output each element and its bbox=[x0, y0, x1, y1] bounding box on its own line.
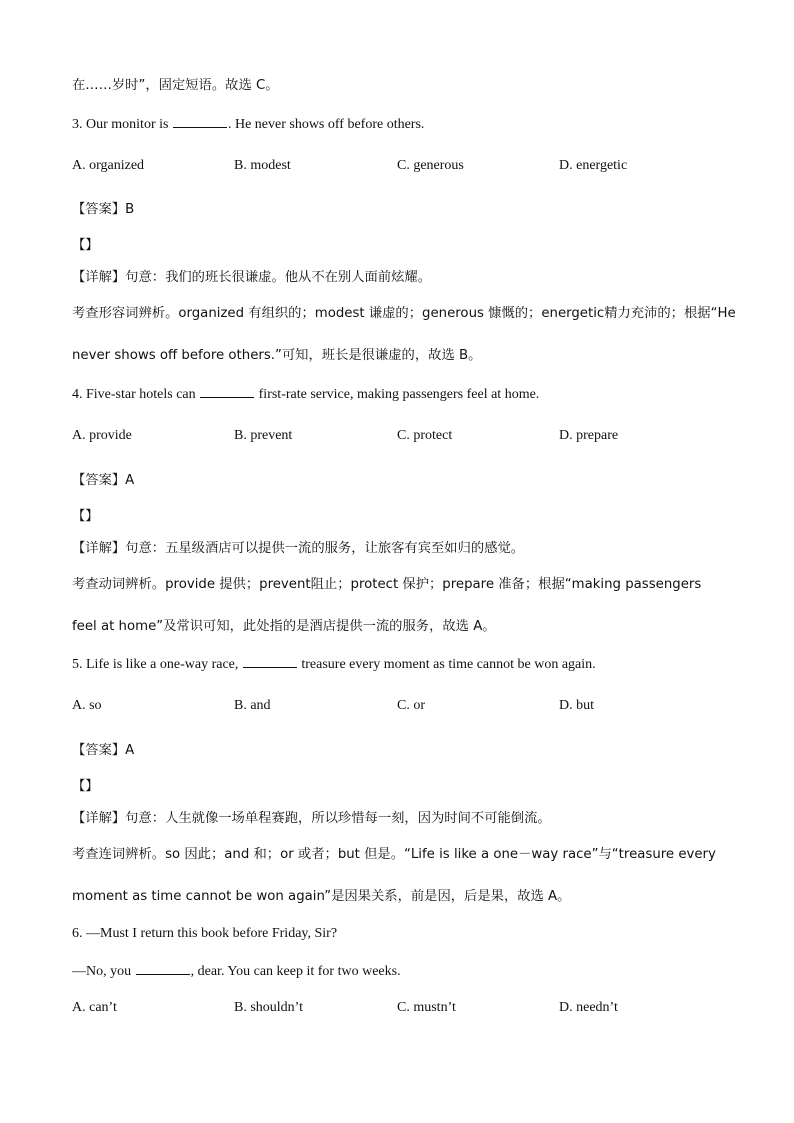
question-4-answer: 【答案】A bbox=[72, 473, 135, 488]
question-6-reply bbox=[72, 963, 401, 980]
question-4-stem bbox=[72, 386, 539, 403]
question-5-option-b: B. and bbox=[234, 698, 271, 713]
question-6-option-d: D. needn’t bbox=[559, 1000, 618, 1015]
intro-line: 在……岁时”，固定短语。故选 C。 bbox=[72, 78, 279, 93]
question-4-explain-line-2: feel at home”及常识可知，此处指的是酒店提供一流的服务，故选 A。 bbox=[72, 619, 496, 634]
question-4-option-d: D. prepare bbox=[559, 428, 619, 443]
question-3-explain-line-1: 考查形容词辨析。organized 有组织的；modest 谦虚的；generous 慷慨的；energetic精力充沛的；根据“He bbox=[72, 306, 736, 321]
question-5-stem-after: treasure every moment as time cannot be won again. bbox=[297, 657, 596, 672]
question-3-detail: 【详解】句意：我们的班长很谦虚。他从不在别人面前炫耀。 bbox=[72, 270, 432, 285]
question-5-stem bbox=[72, 656, 596, 673]
answer-blank bbox=[243, 656, 297, 668]
question-6-option-b: B. shouldn’t bbox=[234, 1000, 303, 1015]
question-5-option-a: A. so bbox=[72, 698, 102, 713]
question-5-explain-line-1: 考查连词辨析。so 因此；and 和；or 或者；but 但是。“Life is like a one－way race”与“treasure every bbox=[72, 847, 716, 862]
question-4-option-b: B. prevent bbox=[234, 428, 293, 443]
question-4-stem-after: first-rate service, making passengers feel at home. bbox=[255, 387, 540, 402]
question-6-option-a: A. can’t bbox=[72, 1000, 117, 1015]
question-6-option-c: C. mustn’t bbox=[397, 1000, 456, 1015]
question-3-option-c: C. generous bbox=[397, 158, 464, 173]
question-5-option-d: D. but bbox=[559, 698, 594, 713]
question-3-option-a: A. organized bbox=[72, 158, 145, 173]
question-5-option-c: C. or bbox=[397, 698, 425, 713]
question-5-explain-line-2: moment as time cannot be won again”是因果关系，前是因，后是果，故选 A。 bbox=[72, 889, 571, 904]
question-3-option-b: B. modest bbox=[234, 158, 291, 173]
question-3-option-d: D. energetic bbox=[559, 158, 628, 173]
question-6-reply-before: —No, you bbox=[72, 964, 135, 979]
question-4-explain-line-1: 考查动词辨析。provide 提供；prevent阻止；protect 保护；prepare 准备；根据“making passengers bbox=[72, 577, 702, 592]
question-5-answer: 【答案】A bbox=[72, 743, 135, 758]
question-3-analysis: 【】 bbox=[72, 238, 99, 253]
question-4-detail: 【详解】句意：五星级酒店可以提供一流的服务，让旅客有宾至如归的感觉。 bbox=[72, 541, 525, 556]
question-3-explain-line-2: never shows off before others.”可知，班长是很谦虚的，故选 B。 bbox=[72, 348, 482, 363]
question-4-analysis: 【】 bbox=[72, 509, 99, 524]
answer-blank bbox=[173, 116, 227, 128]
question-4-option-a: A. provide bbox=[72, 428, 132, 443]
question-3-answer: 【答案】B bbox=[72, 202, 135, 217]
question-4-stem-before: 4. Five-star hotels can bbox=[72, 387, 200, 402]
question-5-analysis: 【】 bbox=[72, 779, 99, 794]
question-5-detail: 【详解】句意：人生就像一场单程赛跑，所以珍惜每一刻，因为时间不可能倒流。 bbox=[72, 811, 551, 826]
question-3-stem-before: 3. Our monitor is bbox=[72, 117, 172, 132]
question-4-option-c: C. protect bbox=[397, 428, 453, 443]
answer-blank bbox=[200, 386, 254, 398]
question-5-stem-before: 5. Life is like a one-way race, bbox=[72, 657, 242, 672]
question-6-stem: 6. —Must I return this book before Friday, Sir? bbox=[72, 926, 338, 941]
question-3-stem-after: . He never shows off before others. bbox=[227, 117, 425, 132]
answer-blank bbox=[136, 963, 190, 975]
question-3-stem bbox=[72, 116, 424, 133]
question-6-reply-after: , dear. You can keep it for two weeks. bbox=[190, 964, 401, 979]
